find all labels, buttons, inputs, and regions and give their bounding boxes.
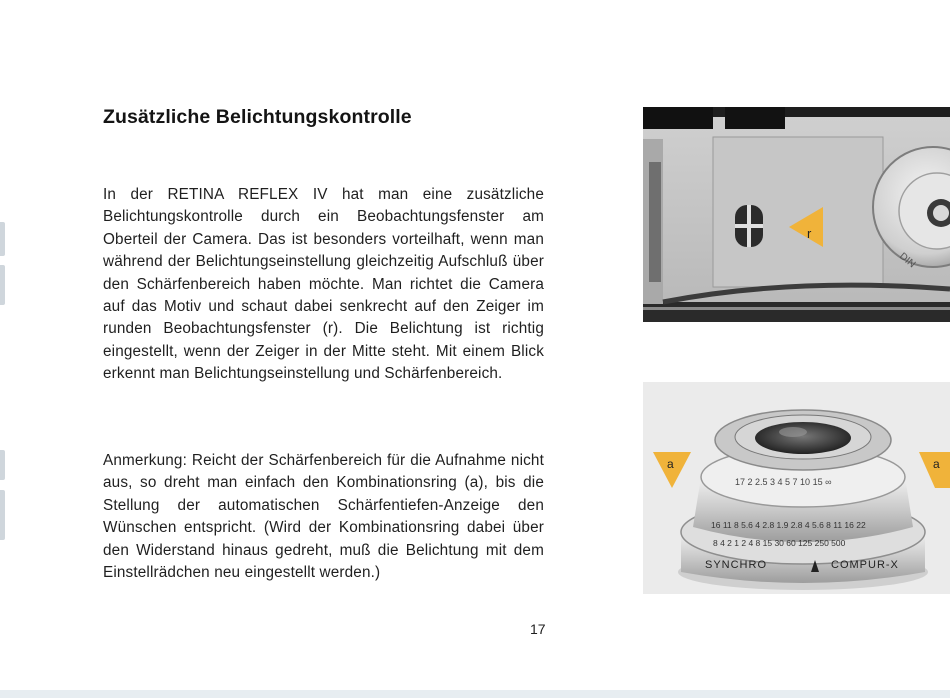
shutter-scale: 8 4 2 1 2 4 8 15 30 60 125 250 500: [713, 538, 846, 548]
page-heading: Zusätzliche Belichtungskontrolle: [103, 106, 412, 128]
label-a-right: a: [933, 457, 940, 471]
page-number: 17: [530, 621, 546, 637]
dial-din-label: DIN: [897, 250, 918, 271]
lens-illustration: [643, 382, 950, 594]
camera-top-photo: [643, 107, 950, 322]
body-paragraph-2: Anmerkung: Reicht der Schärfenbereich für die Aufnahme nicht aus, so dreht man einfach den Kombinationsring (a), bis die Stellung der automatischen Schärfentiefen-Anzeige den Wünschen entspricht. (Wird der Kombinationsring dabei über den Widerstand hinaus gedreht, muß die Belichtung mit dem Einstellrädchen neu eingestellt werden.): [103, 452, 544, 582]
page-edge-marks: [0, 0, 6, 698]
aperture-scale: 16 11 8 5.6 4 2.8 1.9 2.8 4 5.6 8 11 16 22: [711, 520, 866, 530]
lens-photo: [643, 382, 950, 594]
body-paragraph-1: In der RETINA REFLEX IV hat man eine zusätzliche Belichtungskontrolle durch ein Beobachtungsfenster am Oberteil der Camera. Das ist besonders vorteilhaft, wenn man während der Belichtungseinstellung gleichzeitig Aufschluß über den Schärfenbereich haben möchte. Man richtet die Camera auf das Motiv und schaut dabei senkrecht auf den Zeiger im runden Beobachtungsfenster (r). Die Belichtung ist richtig eingestellt, wenn der Zeiger in der Mitte steht. Mit einem Blick erkennt man Belichtungseinstellung und Schärfenbereich.: [103, 186, 544, 383]
label-r: r: [807, 226, 812, 241]
brand-synchro: SYNCHRO: [705, 559, 768, 571]
page-bottom-edge: [0, 690, 950, 698]
label-a-left: a: [667, 457, 674, 471]
brand-compur: COMPUR-X: [831, 559, 899, 571]
camera-top-illustration: [643, 107, 950, 322]
distance-scale: 17 2 2.5 3 4 5 7 10 15 ∞: [735, 477, 832, 487]
